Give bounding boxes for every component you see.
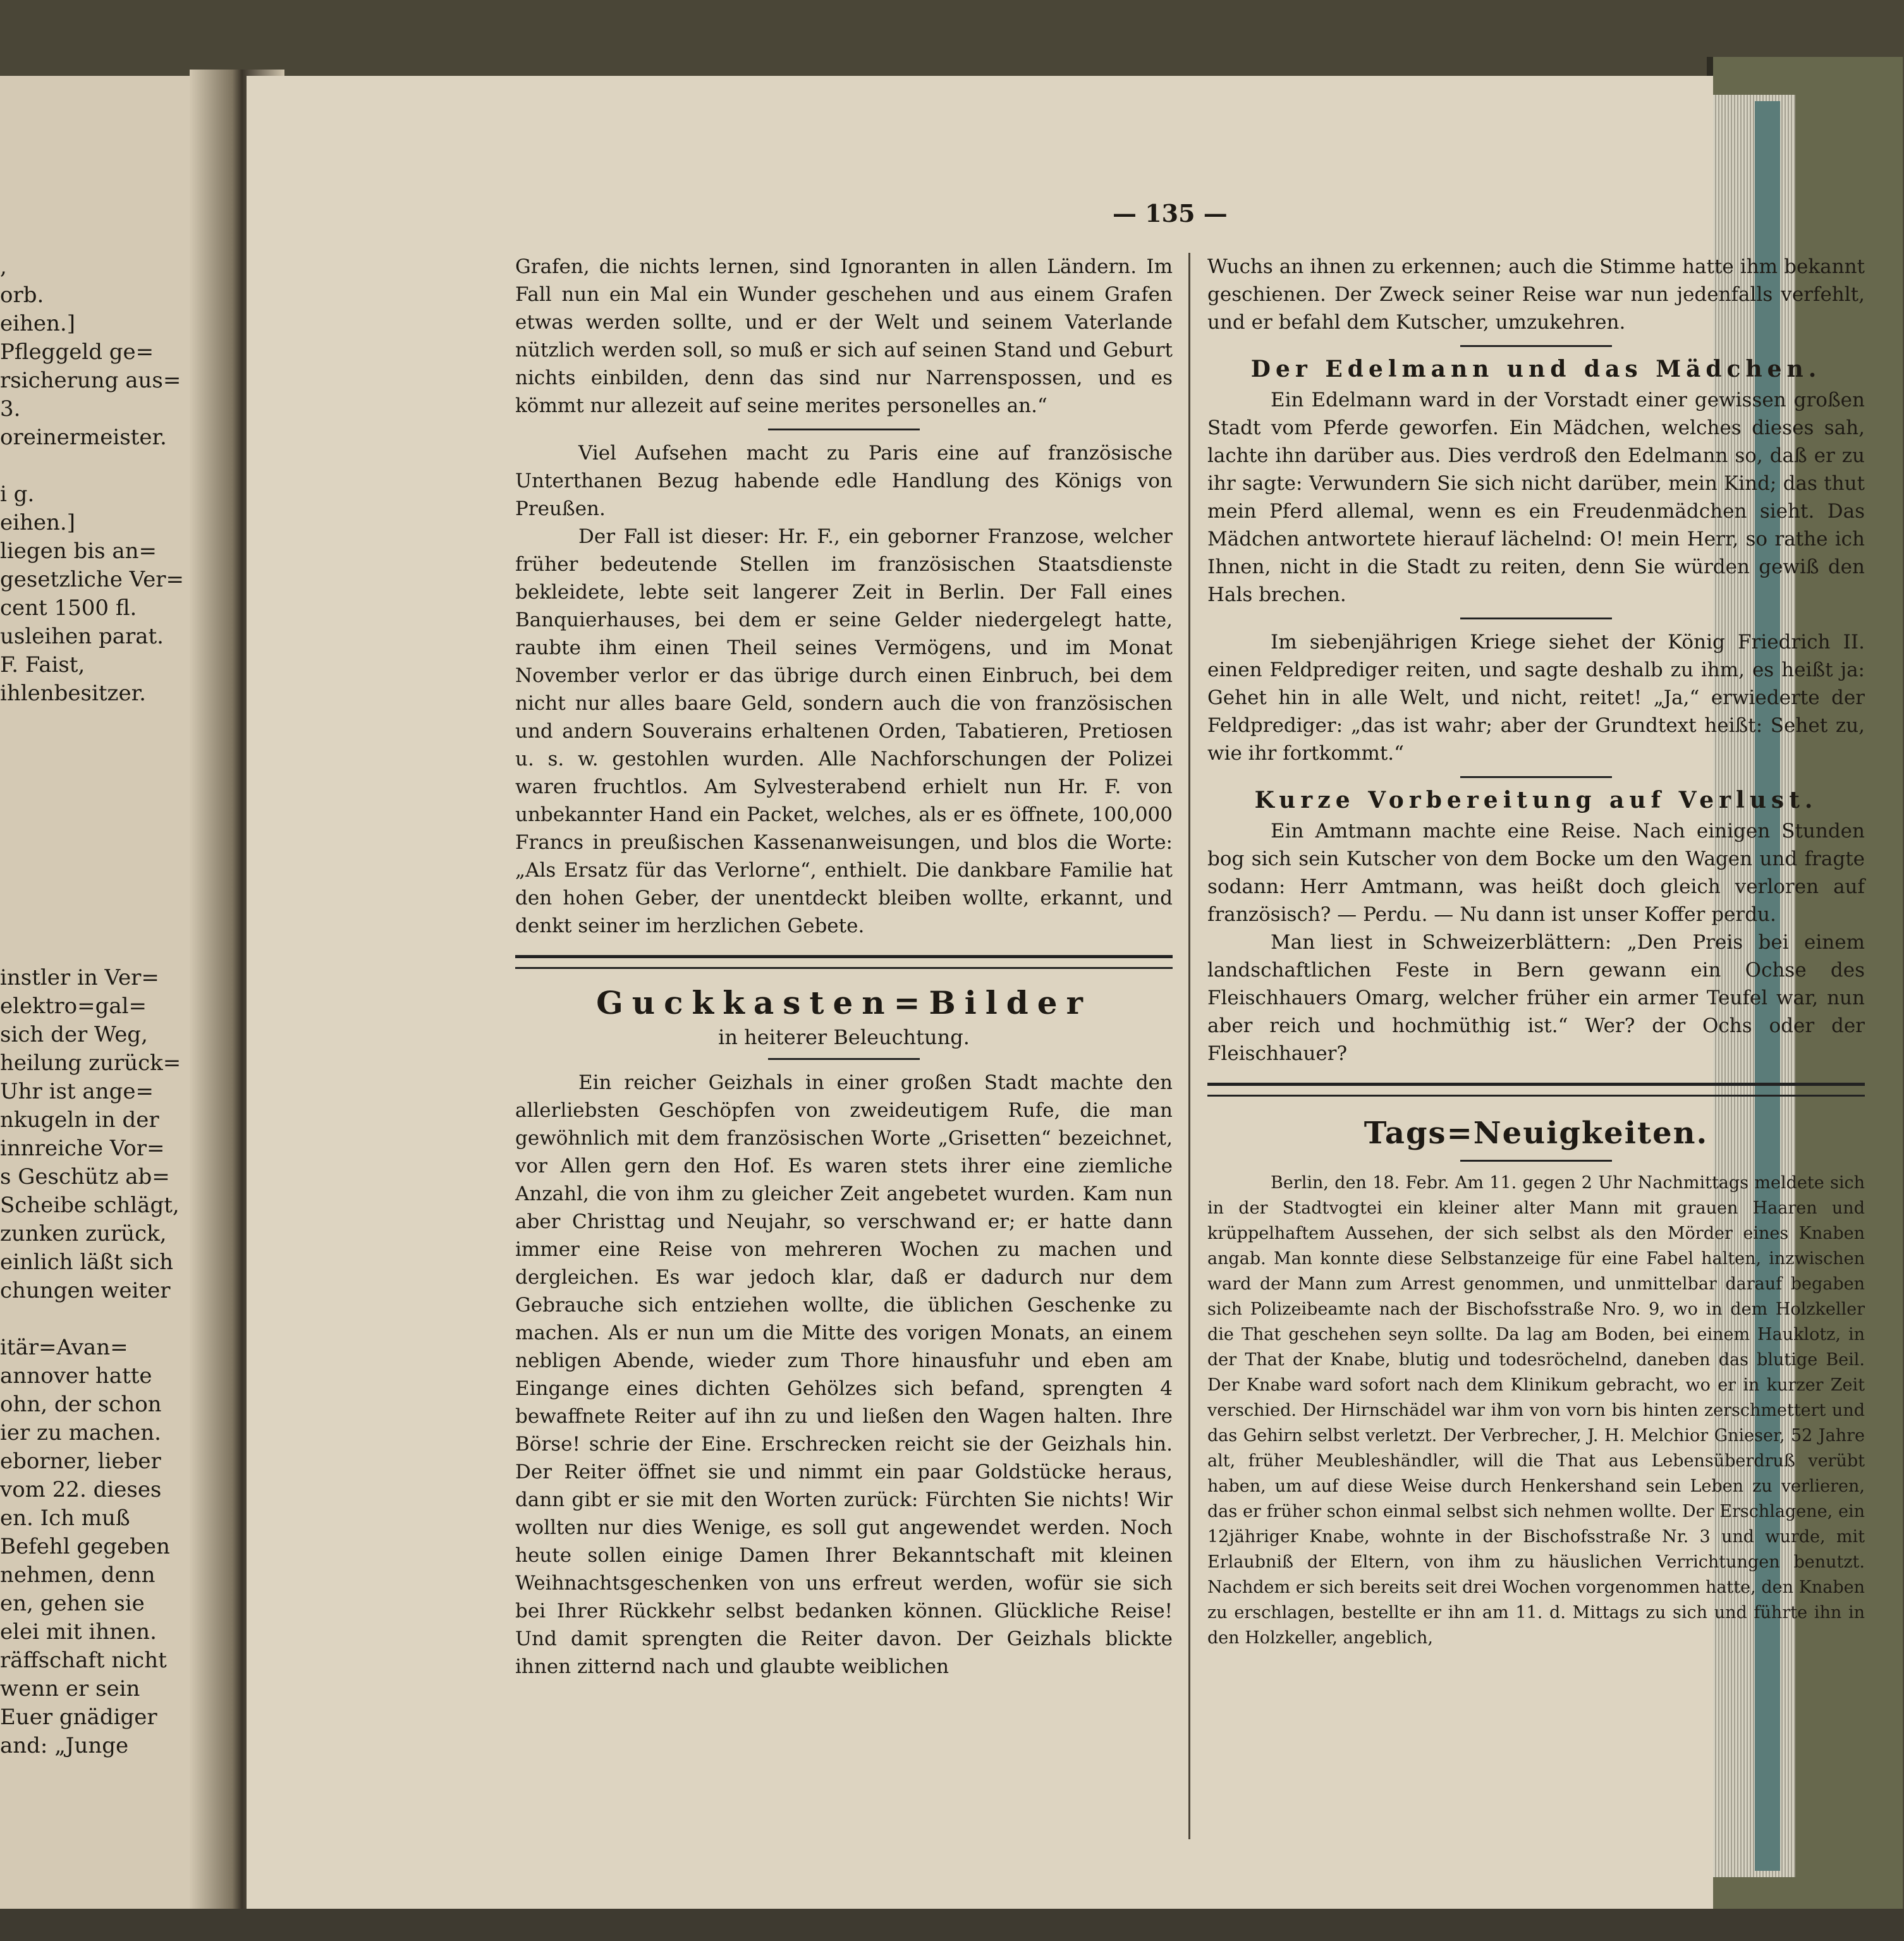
page-number: — 135 — [1113, 199, 1228, 228]
left-page-line: elektro=gal= [0, 994, 147, 1019]
left-page-text [0, 253, 190, 1760]
left-page-line: ohn, der schon [0, 1392, 162, 1417]
left-page-line: eihen.] [0, 510, 75, 535]
line-gap [0, 907, 190, 935]
line-gap [0, 765, 190, 793]
left-page-line: vom 22. dieses [0, 1477, 162, 1502]
left-page-line: sich der Weg, [0, 1022, 148, 1047]
article-heading: Der Edelmann und das Mädchen. [1250, 356, 1822, 382]
left-page-line: eborner, lieber [0, 1449, 161, 1474]
paragraph: Viel Aufsehen macht zu Paris eine auf französische Unterthanen Bezug habende edle Handlung des Königs von Preußen. [515, 442, 1173, 520]
left-page-line: s Geschütz ab= [0, 1164, 170, 1190]
double-rule [1207, 1083, 1865, 1097]
paragraph: Ein reicher Geizhals in einer großen Stadt machte den allerliebsten Geschöpfen von zweideutigem Rufe, die man gewöhnlich mit dem französischen Worte „Grisetten“ bezeichnet, vor Allen gern den Hof. Es waren stets ihrer eine ziemliche Anzahl, die von ihm zu gleicher Zeit angebetet wurden. Kam nun aber Christtag und Neujahr, so verschwand er; er hatte dann immer eine Reise von mehreren Wochen zu machen und dergleichen. Es war jedoch klar, daß er dadurch nur dem Gebrauche sich entziehen wollte, die üblichen Geschenke zu machen. Als er nun um die Mitte des vorigen Monats, an einem nebligen Abende, wieder zum Thore hinausfuhr und eben am Eingange eines dichten Gehölzes sich befand, sprengten 4 bewaffnete Reiter auf ihn zu und ließen den Wagen halten. Ihre Börse! schrie der Eine. Erschrecken reicht sie der Geizhals hin. Der Reiter öffnet sie und nimmt ein paar Goldstücke heraus, dann gibt er sie mit den Worten zurück: Fürchten Sie nichts! Wir wollten nur dies Wenige, es soll gut angewendet werden. Noch heute sollen einige Damen Ihrer Bekanntschaft mit kleinen Weihnachtsgeschenken von uns erfreut werden, wofür sie sich bei Ihrer Rückkehr selbst bedanken können. Glückliche Reise! Und damit sprengten die Reiter davon. Der Geizhals blickte ihnen zitternd nach und glaubte weiblichen [515, 1071, 1173, 1678]
left-page-line: cent 1500 fl. [0, 595, 137, 621]
double-rule [515, 955, 1173, 969]
left-page-line: en. Ich muß [0, 1506, 130, 1531]
left-page-line: zunken zurück, [0, 1221, 167, 1246]
left-page-line: rsicherung aus= [0, 368, 181, 393]
left-page [0, 76, 209, 1921]
left-page-line: eihen.] [0, 311, 75, 336]
left-page-line: 3. [0, 396, 21, 422]
section-subtitle: in heiterer Beleuchtung. [718, 1025, 970, 1049]
left-page-line: räffschaft nicht [0, 1648, 167, 1673]
column-divider [1188, 253, 1190, 1839]
paragraph: Wuchs an ihnen zu erkennen; auch die Stimme hatte ihm bekannt geschienen. Der Zweck seiner Reise war nun jedenfalls verfehlt, und er befahl dem Kutscher, umzukehren. [1207, 255, 1865, 334]
left-page-line: heilung zurück= [0, 1050, 181, 1076]
left-page-line: ihlenbesitzer. [0, 681, 146, 706]
left-page-line: chungen weiter [0, 1278, 171, 1303]
left-page-line: Euer gnädiger [0, 1705, 157, 1730]
left-page-line: annover hatte [0, 1363, 152, 1389]
paragraph: Ein Amtmann machte eine Reise. Nach einigen Stunden bog sich sein Kutscher von dem Bocke um den Wagen und fragte sodann: Herr Amtmann, was heißt doch gleich verloren auf französisch? — Perdu. — Nu dann ist unser Koffer perdu. [1207, 820, 1865, 926]
left-page-line: liegen bis an= [0, 538, 157, 564]
line-gap [0, 879, 190, 907]
column-middle [515, 253, 1173, 1681]
left-page-line: Scheibe schlägt, [0, 1193, 180, 1218]
left-page-line: F. Faist, [0, 652, 85, 678]
left-page-line: nkugeln in der [0, 1107, 159, 1133]
left-page-line: Befehl gegeben [0, 1534, 170, 1559]
separator-rule [1460, 618, 1612, 619]
separator-rule [1460, 776, 1612, 778]
left-page-line: wenn er sein [0, 1676, 140, 1701]
left-page-line: usleihen parat. [0, 624, 164, 649]
left-page-line: einlich läßt sich [0, 1250, 173, 1275]
news-paragraph: Berlin, den 18. Febr. Am 11. gegen 2 Uhr Nachmittags meldete sich in der Stadtvogtei ein kleiner alter Mann mit grauen Haaren und krüppelhaftem Aussehen, der sich selbst als den Mörder eines Knaben angab. Man konnte diese Selbstanzeige für eine Fabel halten, inzwischen ward der Mann zum Arrest genommen, und unmittelbar darauf begaben sich Polizeibeamte nach der Bischofsstraße Nro. 9, wo in dem Holzkeller die That geschehen seyn sollte. Da lag am Boden, bei einem Hauklotz, in der That der Knabe, blutig und todesröchelnd, daneben das blutige Beil. Der Knabe ward sofort nach dem Klinikum gebracht, wo er in kurzer Zeit verschied. Der Hirnschädel war ihm von vorn bis hinten zerschmettert und das Gehirn selbst verletzt. Der Verbrecher, J. H. Melchior Gnieser, 52 Jahre alt, früher Meubleshändler, will die That aus Lebensüberdruß verübt haben, um auf diese Weise durch Henkershand sein Leben zu verlieren, das er früher schon einmal selbst sich nehmen wollte. Der Erschlagene, ein 12jähriger Knabe, wohnte in der Bischofsstraße Nr. 3 und wurde, mit Erlaubniß der Eltern, von ihm zu häuslichen Verrichtungen benutzt. Nachdem er sich bereits seit drei Wochen vorgenommen hatte, den Knaben zu erschlagen, bestellte er ihn am 11. d. Mittags zu sich und führte ihn in den Holzkeller, angeblich, [1207, 1173, 1865, 1648]
paragraph: Im siebenjährigen Kriege siehet der König Friedrich II. einen Feldprediger reiten, und sagte deshalb zu ihm, es heißt ja: Gehet hin in alle Welt, und nicht, reitet! „Ja,“ erwiederte der Feldprediger: „das ist wahr; aber der Grundtext heißt: Sehet zu, wie ihr fortkommt.“ [1207, 631, 1865, 765]
paragraph: Der Fall ist dieser: Hr. F., ein geborner Franzose, welcher früher bedeutende Stellen im französischen Staatsdienste bekleidete, lebte seit langerer Zeit in Berlin. Der Fall eines Banquierhauses, bei dem er seine Gelder niedergelegt hatte, raubte ihm einen Theil seines Vermögens, und im Monat November verlor er das übrige durch einen Einbruch, bei dem nicht nur alles baare Geld, sondern auch die von französischen und andern Souverains erhaltenen Orden, Tabatieren, Pretiosen u. s. w. gestohlen wurden. Alle Nachforschungen der Polizei waren fruchtlos. Am Sylvesterabend erhielt nun Hr. F. von unbekannter Hand ein Packet, welches, als er es öffnete, 100,000 Francs in preußischen Kassenanweisungen, und blos die Worte: „Als Ersatz für das Verlorne“, enthielt. Die dankbare Familie hat den hohen Geber, der unentdeckt bleiben wollte, erkannt, und denkt seiner im herzlichen Gebete. [515, 525, 1173, 937]
left-page-line: Uhr ist ange= [0, 1079, 154, 1104]
left-page-line: nehmen, denn [0, 1562, 156, 1588]
separator-rule [1460, 1160, 1612, 1162]
line-gap [0, 452, 190, 480]
left-page-line: en, gehen sie [0, 1591, 145, 1616]
left-page-line: itär=Avan= [0, 1335, 128, 1360]
left-page-line: gesetzliche Ver= [0, 567, 184, 592]
left-page-line: i g. [0, 482, 35, 507]
article-heading: Kurze Vorbereitung auf Verlust. [1254, 787, 1818, 813]
line-gap [0, 935, 190, 964]
left-page-line: and: „Junge [0, 1733, 129, 1758]
left-page-line: ier zu machen. [0, 1420, 161, 1445]
left-page-line: elei mit ihnen. [0, 1619, 157, 1645]
left-page-line: oreinermeister. [0, 425, 167, 450]
separator-rule [768, 1058, 920, 1060]
column-right [1207, 253, 1865, 1651]
line-gap [0, 708, 190, 736]
left-page-line: , [0, 254, 7, 279]
section-title: Guckkasten=Bilder [596, 984, 1092, 1021]
line-gap [0, 850, 190, 879]
line-gap [0, 1305, 190, 1334]
left-page-line: Pfleggeld ge= [0, 339, 154, 365]
line-gap [0, 793, 190, 822]
paragraph: Man liest in Schweizerblättern: „Den Preis bei einem landschaftlichen Feste in Bern gewann ein Ochse des Fleischhauers Omarg, welcher früher ein armer Teufel war, nun aber reich und hochmüthig ist.“ Wer? der Ochs oder der Fleischhauer? [1207, 931, 1865, 1065]
separator-rule [1460, 345, 1612, 347]
line-gap [0, 736, 190, 765]
line-gap [0, 822, 190, 850]
separator-rule [768, 429, 920, 430]
paragraph: Grafen, die nichts lernen, sind Ignoranten in allen Ländern. Im Fall nun ein Mal ein Wunder geschehen und aus einem Grafen etwas werden sollte, und er der Welt und seinem Vaterlande nützlich werden soll, so muß er sich auf seinen Stand und Geburt nichts einbilden, denn das sind nur Narrenspossen, und es kömmt nur allezeit auf seine merites personelles an.“ [515, 255, 1173, 417]
paragraph: Ein Edelmann ward in der Vorstadt einer gewissen großen Stadt vom Pferde geworfen. Ein Mädchen, welches dieses sah, lachte ihn darüber aus. Dies verdroß den Edelmann so, daß er zu ihr sagte: Verwundern Sie sich nicht darüber, mein Kind; das thut mein Pferd allemal, wenn es ein Freudenmädchen sieht. Das Mädchen antwortete hierauf lächelnd: O! mein Herr, so rathe ich Ihnen, nicht in die Stadt zu reiten, denn Sie würden gewiß den Hals brechen. [1207, 389, 1865, 606]
left-page-line: orb. [0, 283, 44, 308]
table-surface [0, 1909, 1904, 1941]
left-page-line: instler in Ver= [0, 965, 159, 990]
section-title: Tags=Neuigkeiten. [1364, 1116, 1709, 1151]
left-page-line: innreiche Vor= [0, 1136, 165, 1161]
right-page [247, 76, 1865, 1921]
